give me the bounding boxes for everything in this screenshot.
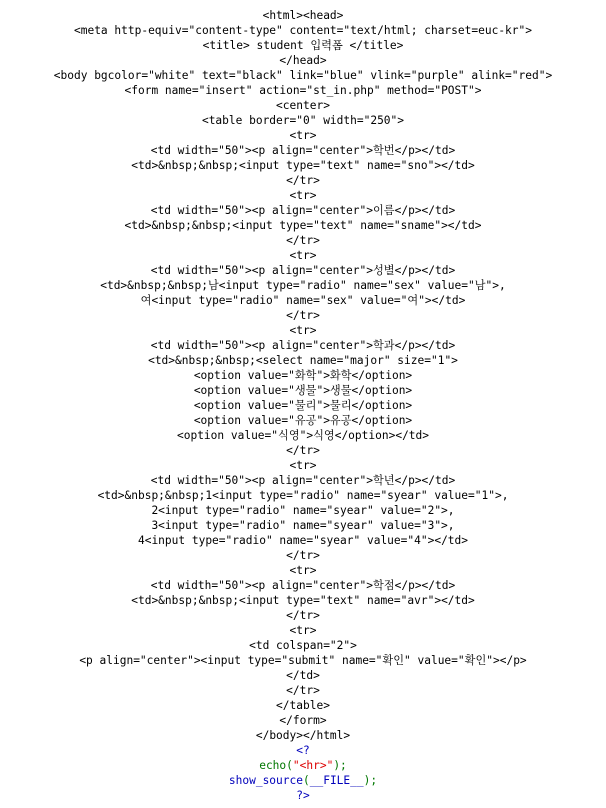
source-line: </tr> — [286, 309, 320, 322]
source-line: </tr> — [286, 174, 320, 187]
source-line: <tr> — [289, 624, 317, 637]
source-line: <center> — [276, 99, 330, 112]
source-line: 4<input type="radio" name="syear" value="4"></td> — [137, 534, 469, 547]
source-line: <td width="50"><p align="center">성별</p></td> — [150, 264, 456, 277]
source-line: <body bgcolor="white" text="black" link="blue" vlink="purple" alink="red"> — [53, 69, 553, 82]
source-line: </tr> — [286, 234, 320, 247]
source-line: <tr> — [289, 324, 317, 337]
source-line: 3<input type="radio" name="syear" value="3">, — [151, 519, 455, 532]
source-line: <option value="물리">물리</option> — [193, 399, 413, 412]
php-call-fn: show_source — [228, 774, 303, 787]
php-echo-close: ); — [333, 759, 347, 772]
php-call-arg: __FILE__ — [309, 774, 364, 787]
source-line: <option value="식영">식영</option></td> — [176, 429, 430, 442]
source-line: <option value="생물">생물</option> — [193, 384, 413, 397]
source-line: <td>&nbsp;&nbsp;<input type="text" name="sno"></td> — [131, 159, 475, 172]
source-line: <tr> — [289, 249, 317, 262]
source-line: </tr> — [286, 549, 320, 562]
source-line: </tr> — [286, 609, 320, 622]
source-line: </body></html> — [255, 729, 351, 742]
source-line: <tr> — [289, 564, 317, 577]
source-line: <td>&nbsp;&nbsp;<input type="text" name="avr"></td> — [131, 594, 475, 607]
php-open-tag: <? — [296, 744, 310, 757]
source-line: <table border="0" width="250"> — [201, 114, 405, 127]
source-line: <tr> — [289, 459, 317, 472]
source-line: <option value="화학">화학</option> — [193, 369, 413, 382]
source-line: </td> — [286, 669, 320, 682]
source-line: 2<input type="radio" name="syear" value="2">, — [151, 504, 455, 517]
source-line: </table> — [276, 699, 330, 712]
source-line: <option value="유공">유공</option> — [193, 414, 413, 427]
php-echo-string: "<hr>" — [292, 759, 334, 772]
source-line: </tr> — [286, 444, 320, 457]
source-line: <td>&nbsp;&nbsp;<input type="text" name="sname"></td> — [124, 219, 482, 232]
source-line: <html><head> — [262, 9, 344, 22]
source-line: <title> student 입력폼 </title> — [202, 39, 404, 52]
php-call-close: ); — [363, 774, 378, 787]
php-close-tag: ?> — [296, 789, 310, 802]
source-line: <td colspan="2"> — [249, 639, 357, 652]
source-line: <tr> — [289, 189, 317, 202]
php-call-open: ( — [302, 774, 310, 787]
source-line: </form> — [279, 714, 327, 727]
source-line: <td width="50"><p align="center">학점</p></td> — [150, 579, 456, 592]
source-line: <p align="center"><input type="submit" name="확인" value="확인"></p> — [79, 654, 527, 667]
source-line: <tr> — [289, 129, 317, 142]
source-line: <td>&nbsp;&nbsp;남<input type="radio" name="sex" value="남">, — [100, 279, 506, 292]
source-line: <meta http-equiv="content-type" content="text/html; charset=euc-kr"> — [73, 24, 532, 37]
php-show-source-line — [0, 773, 606, 788]
source-line: 여<input type="radio" name="sex" value="여"></td> — [140, 294, 466, 307]
source-line: <td>&nbsp;&nbsp;<select name="major" size="1"> — [148, 354, 458, 367]
source-line: <td width="50"><p align="center">학과</p></td> — [150, 339, 456, 352]
source-line: </tr> — [286, 684, 320, 697]
source-line: <td width="50"><p align="center">학년</p></td> — [150, 474, 456, 487]
source-line: <td>&nbsp;&nbsp;1<input type="radio" name="syear" value="1">, — [97, 489, 509, 502]
source-line: <td width="50"><p align="center">학번</p></td> — [150, 144, 456, 157]
php-echo-line — [0, 758, 606, 773]
source-line: <form name="insert" action="st_in.php" method="POST"> — [124, 84, 482, 97]
html-source-block — [0, 8, 606, 743]
source-line: </head> — [279, 54, 327, 67]
php-echo-fn: echo( — [259, 759, 293, 772]
php-source-block — [0, 743, 606, 803]
source-line: <td width="50"><p align="center">이름</p></td> — [150, 204, 456, 217]
